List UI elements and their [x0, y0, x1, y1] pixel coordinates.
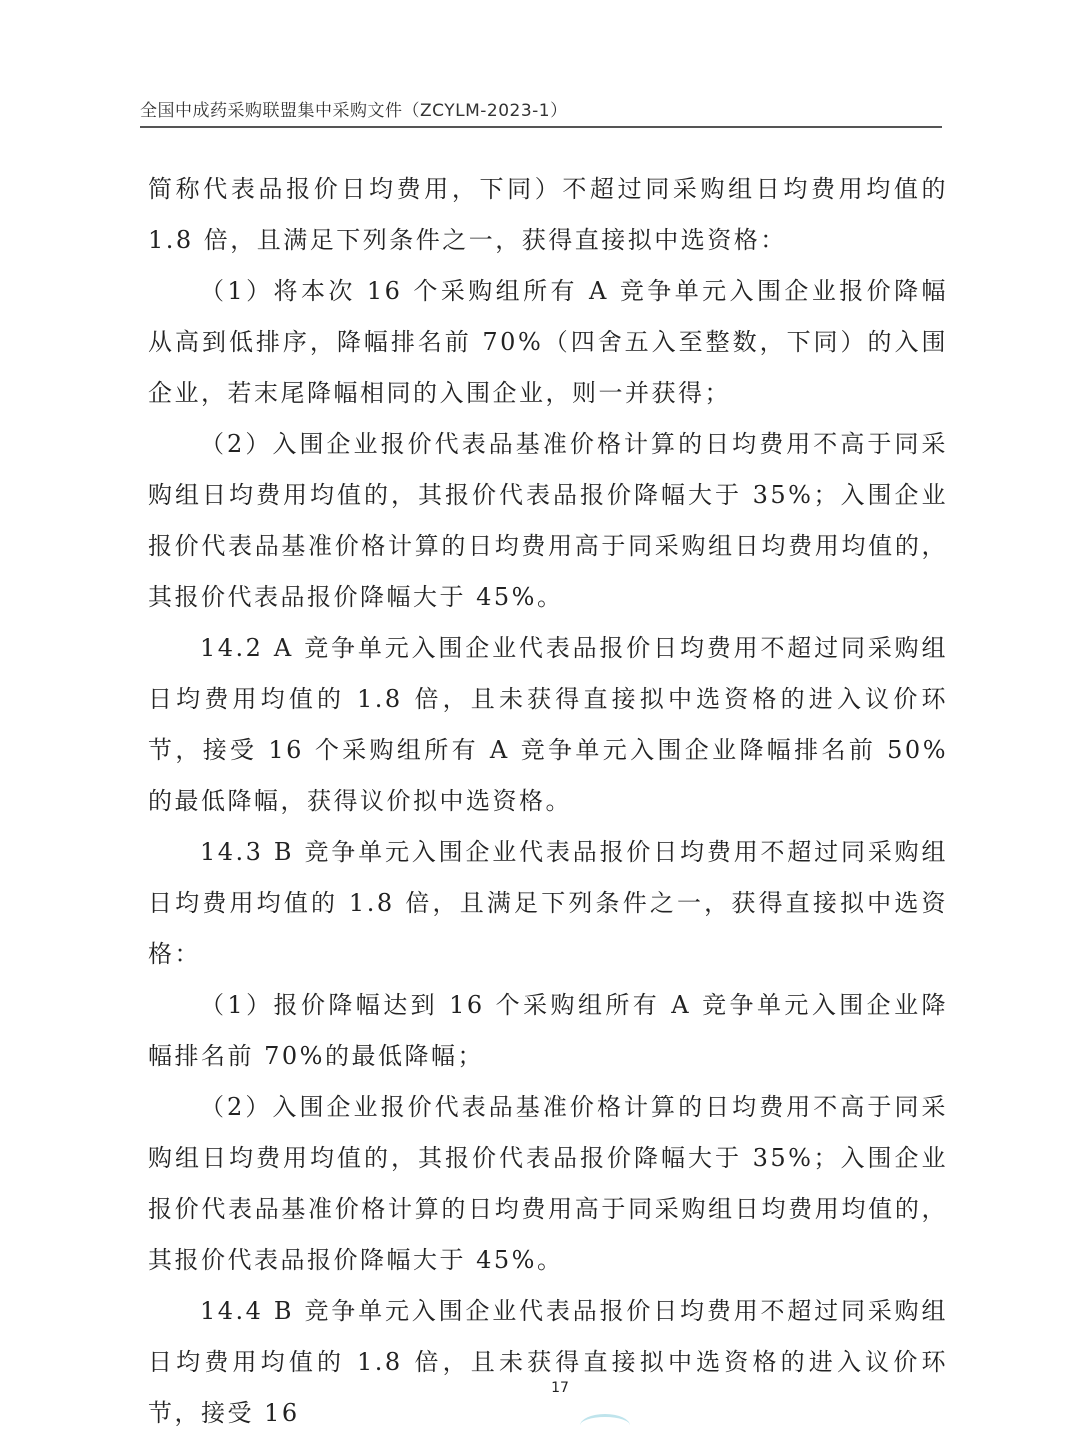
paragraph-clause-14-2: 14.2 A 竞争单元入围企业代表品报价日均费用不超过同采购组日均费用均值的 1.8 倍，且未获得直接拟中选资格的进入议价环节，接受 16 个采购组所有 A 竞争单元入围企业降幅排名前 50%的最低降幅，获得议价拟中选资格。: [148, 634, 948, 815]
paragraph-condition-1: （1）将本次 16 个采购组所有 A 竞争单元入围企业报价降幅从高到低排序，降幅排名前 70%（四舍五入至整数，下同）的入围企业，若末尾降幅相同的入围企业，则一并获得；: [148, 277, 948, 407]
decorative-arc: [580, 1414, 630, 1437]
paragraph-clause-14-4: 14.4 B 竞争单元入围企业代表品报价日均费用不超过同采购组日均费用均值的 1.8 倍，且未获得直接拟中选资格的进入议价环节，接受 16: [148, 1297, 948, 1427]
paragraph-condition-2: （2）入围企业报价代表品基准价格计算的日均费用不高于同采购组日均费用均值的，其报价代表品报价降幅大于 35%；入围企业报价代表品基准价格计算的日均费用高于同采购组日均费用均值的，其报价代表品报价降幅大于 45%。: [148, 430, 948, 611]
header-divider: [140, 126, 942, 128]
document-body: [148, 164, 948, 1439]
page-number: 17: [551, 1380, 569, 1396]
paragraph-continuation: 简称代表品报价日均费用，下同）不超过同采购组日均费用均值的 1.8 倍，且满足下列条件之一，获得直接拟中选资格：: [148, 175, 948, 254]
paragraph-clause-14-3: 14.3 B 竞争单元入围企业代表品报价日均费用不超过同采购组日均费用均值的 1.8 倍，且满足下列条件之一，获得直接拟中选资格：: [148, 838, 948, 968]
document-header-title: 全国中成药采购联盟集中采购文件（ZCYLM-2023-1）: [140, 101, 568, 121]
paragraph-clause-14-3-condition-2: （2）入围企业报价代表品基准价格计算的日均费用不高于同采购组日均费用均值的，其报价代表品报价降幅大于 35%；入围企业报价代表品基准价格计算的日均费用高于同采购组日均费用均值的，其报价代表品报价降幅大于 45%。: [148, 1093, 948, 1274]
paragraph-clause-14-3-condition-1: （1）报价降幅达到 16 个采购组所有 A 竞争单元入围企业降幅排名前 70%的最低降幅；: [148, 991, 948, 1070]
